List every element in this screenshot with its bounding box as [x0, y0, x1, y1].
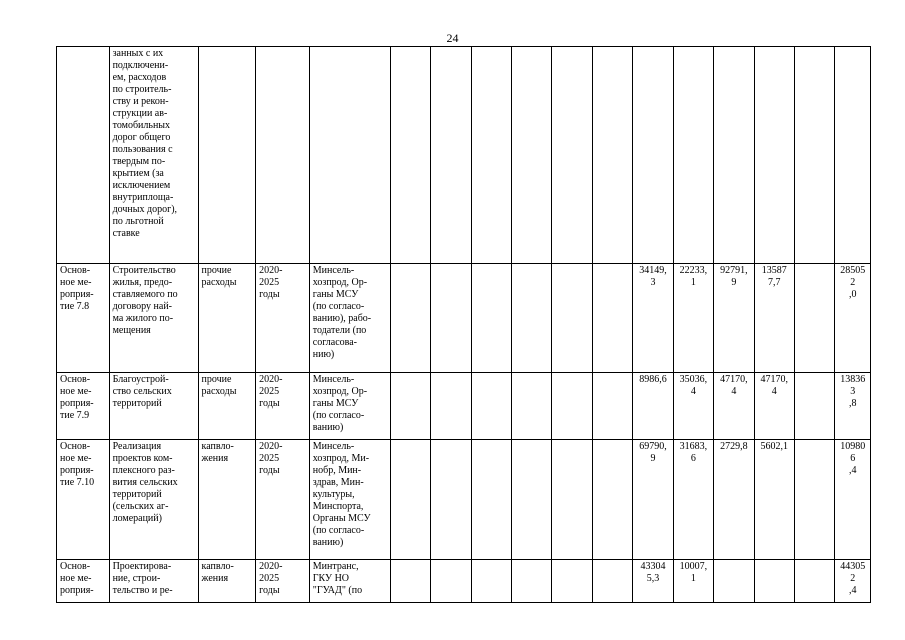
empty-cell: [511, 560, 551, 603]
table-row: [57, 560, 871, 603]
expense-type: капвло- жения: [198, 560, 256, 603]
empty-cell: [795, 440, 835, 560]
measure-code: Основ- ное ме- роприя- тие 7.9: [57, 373, 110, 440]
value-year-3: 2729,8: [714, 440, 754, 560]
period: 2020- 2025 годы: [256, 264, 310, 373]
measure-code: Основ- ное ме- роприя- тие 7.10: [57, 440, 110, 560]
value-year-4: 47170, 4: [754, 373, 794, 440]
empty-cell: [592, 47, 632, 264]
value-total: 109806 ,4: [835, 440, 871, 560]
empty-cell: [431, 264, 471, 373]
measure-code: [57, 47, 110, 264]
value-total: [835, 47, 871, 264]
empty-cell: [552, 440, 592, 560]
empty-cell: [795, 560, 835, 603]
value-total: 285052 ,0: [835, 264, 871, 373]
executor: [309, 47, 390, 264]
value-year-3: 47170, 4: [714, 373, 754, 440]
empty-cell: [592, 440, 632, 560]
value-year-1: 34149, 3: [633, 264, 673, 373]
value-year-4: 5602,1: [754, 440, 794, 560]
empty-cell: [431, 47, 471, 264]
expense-type: прочие расходы: [198, 264, 256, 373]
empty-cell: [511, 47, 551, 264]
measure-name: Строительство жилья, предо- ставляемого по договору най- ма жилого по- мещения: [109, 264, 198, 373]
empty-cell: [511, 264, 551, 373]
empty-cell: [431, 373, 471, 440]
empty-cell: [552, 47, 592, 264]
value-year-3: [714, 560, 754, 603]
value-year-2: 31683, 6: [673, 440, 713, 560]
table-row: [57, 47, 871, 264]
page-number: 24: [446, 31, 459, 45]
empty-cell: [552, 264, 592, 373]
empty-cell: [390, 373, 430, 440]
period: 2020- 2025 годы: [256, 373, 310, 440]
measure-name: Реализация проектов ком- плексного раз- вития сельских территорий (сельских аг- ломераций): [109, 440, 198, 560]
expense-type: капвло- жения: [198, 440, 256, 560]
value-year-4: [754, 560, 794, 603]
measure-code: Основ- ное ме- роприя-: [57, 560, 110, 603]
expense-type: прочие расходы: [198, 373, 256, 440]
empty-cell: [795, 373, 835, 440]
empty-cell: [471, 264, 511, 373]
executor: Минтранс, ГКУ НО "ГУАД" (по: [309, 560, 390, 603]
period: 2020- 2025 годы: [256, 440, 310, 560]
value-year-1: [633, 47, 673, 264]
value-total: 443052 ,4: [835, 560, 871, 603]
measure-code: Основ- ное ме- роприя- тие 7.8: [57, 264, 110, 373]
table-row: [57, 440, 871, 560]
empty-cell: [511, 373, 551, 440]
empty-cell: [795, 47, 835, 264]
empty-cell: [471, 373, 511, 440]
empty-cell: [431, 560, 471, 603]
value-year-1: 69790, 9: [633, 440, 673, 560]
value-year-1: 8986,6: [633, 373, 673, 440]
executor: Минсель- хозпрод, Ор- ганы МСУ (по согласо- ванию): [309, 373, 390, 440]
empty-cell: [390, 440, 430, 560]
empty-cell: [552, 560, 592, 603]
value-year-2: [673, 47, 713, 264]
empty-cell: [390, 47, 430, 264]
empty-cell: [471, 47, 511, 264]
value-year-4: [754, 47, 794, 264]
executor: Минсель- хозпрод, Ми- нобр, Мин- здрав, Мин- культуры, Минспорта, Органы МСУ (по согласо- ванию): [309, 440, 390, 560]
empty-cell: [390, 560, 430, 603]
empty-cell: [552, 373, 592, 440]
program-measures-table: [56, 46, 871, 603]
empty-cell: [471, 440, 511, 560]
measure-name: Проектирова- ние, строи- тельство и ре-: [109, 560, 198, 603]
measure-name: занных с их подключени- ем, расходов по строитель- ству и рекон- струкции ав- томобильных дорог общего пользования с твердым по- крытием (за исключением внутриплоща- дочных дорог), по льготной ставке: [109, 47, 198, 264]
empty-cell: [511, 440, 551, 560]
expense-type: [198, 47, 256, 264]
value-year-1: 43304 5,3: [633, 560, 673, 603]
value-total: 138363 ,8: [835, 373, 871, 440]
empty-cell: [471, 560, 511, 603]
value-year-3: [714, 47, 754, 264]
executor: Минсель- хозпрод, Ор- ганы МСУ (по согласо- ванию), рабо- тодатели (по согласова- нию): [309, 264, 390, 373]
empty-cell: [431, 440, 471, 560]
empty-cell: [592, 264, 632, 373]
table-row: [57, 264, 871, 373]
value-year-2: 22233, 1: [673, 264, 713, 373]
period: [256, 47, 310, 264]
value-year-4: 13587 7,7: [754, 264, 794, 373]
empty-cell: [592, 373, 632, 440]
empty-cell: [390, 264, 430, 373]
period: 2020- 2025 годы: [256, 560, 310, 603]
measure-name: Благоустрой- ство сельских территорий: [109, 373, 198, 440]
empty-cell: [592, 560, 632, 603]
value-year-2: 10007, 1: [673, 560, 713, 603]
value-year-2: 35036, 4: [673, 373, 713, 440]
table-row: [57, 373, 871, 440]
empty-cell: [795, 264, 835, 373]
value-year-3: 92791, 9: [714, 264, 754, 373]
